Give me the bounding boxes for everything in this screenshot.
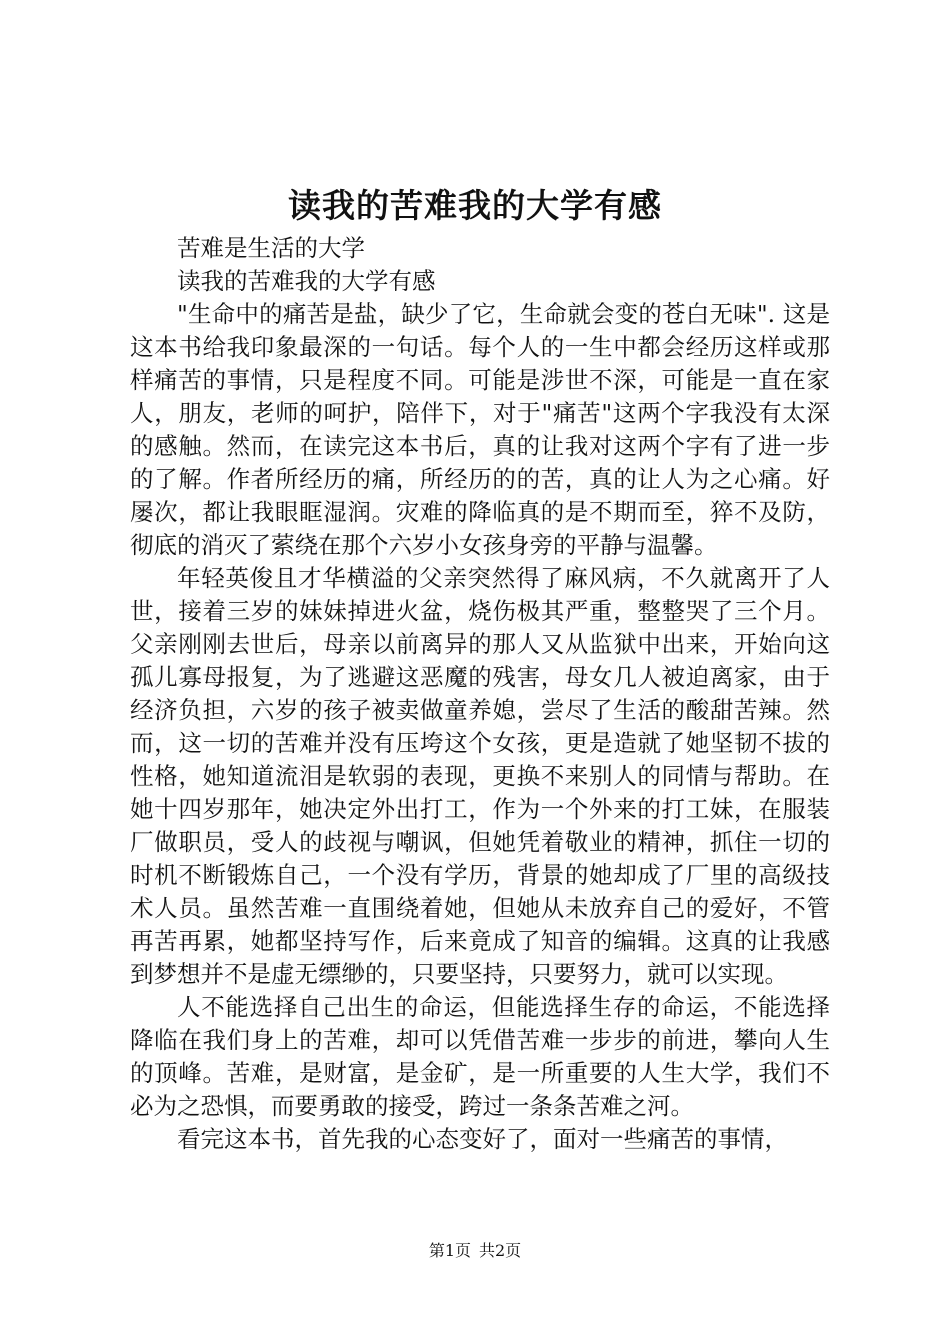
body-paragraph: "生命中的痛苦是盐，缺少了它，生命就会变的苍白无味". 这是这本书给我印象最深的一句话。每个人的一生中都会经历这样或那样痛苦的事情，只是程度不同。可能是涉世不深，可能是一直在家人，朋友，老师的呵护，陪伴下，对于"痛苦"这两个字我没有太深的感触。然而，在读完这本书后，真的让我对这两个字有了进一步的了解。作者所经历的痛，所经历的的苦，真的让人为之心痛。好屡次，都让我眼眶湿润。灾难的降临真的是不期而至，猝不及防，彻底的消灭了萦绕在那个六岁小女孩身旁的平静与温馨。: [130, 300, 830, 559]
body-paragraph: 看完这本书，首先我的心态变好了，面对一些痛苦的事情，: [177, 1125, 788, 1153]
page-total: 共2页: [479, 1241, 522, 1260]
subtitle-line: 读我的苦难我的大学有感: [177, 267, 436, 295]
page-footer: [0, 1240, 950, 1262]
body-paragraph: 年轻英俊且才华横溢的父亲突然得了麻风病，不久就离开了人世，接着三岁的妹妹掉进火盆，烧伤极其严重，整整哭了三个月。父亲刚刚去世后，母亲以前离异的那人又从监狱中出来，开始向这孤儿寡母报复，为了逃避这恶魔的残害，母女几人被迫离家，由于经济负担，六岁的孩子被卖做童养媳，尝尽了生活的酸甜苦辣。然而，这一切的苦难并没有压垮这个女孩，更是造就了她坚韧不拔的性格，她知道流泪是软弱的表现，更换不来别人的同情与帮助。在她十四岁那年，她决定外出打工，作为一个外来的打工妹，在服装厂做职员，受人的歧视与嘲讽，但她凭着敬业的精神，抓住一切的时机不断锻炼自己，一个没有学历，背景的她却成了厂里的高级技术人员。虽然苦难一直围绕着她，但她从未放弃自己的爱好，不管再苦再累，她都坚持写作，后来竟成了知音的编辑。这真的让我感到梦想并不是虚无缥缈的，只要坚持，只要努力，就可以实现。: [130, 564, 830, 988]
body-paragraph: 人不能选择自己出生的命运，但能选择生存的命运，不能选择降临在我们身上的苦难，却可以凭借苦难一步步的前进，攀向人生的顶峰。苦难，是财富，是金矿，是一所重要的人生大学，我们不必为之恐惧，而要勇敢的接受，跨过一条条苦难之河。: [130, 993, 830, 1120]
document-title: 读我的苦难我的大学有感: [288, 186, 662, 225]
subtitle-line: 苦难是生活的大学: [177, 234, 365, 262]
document-body: [130, 232, 830, 1156]
page-number: 第1页: [428, 1241, 471, 1260]
